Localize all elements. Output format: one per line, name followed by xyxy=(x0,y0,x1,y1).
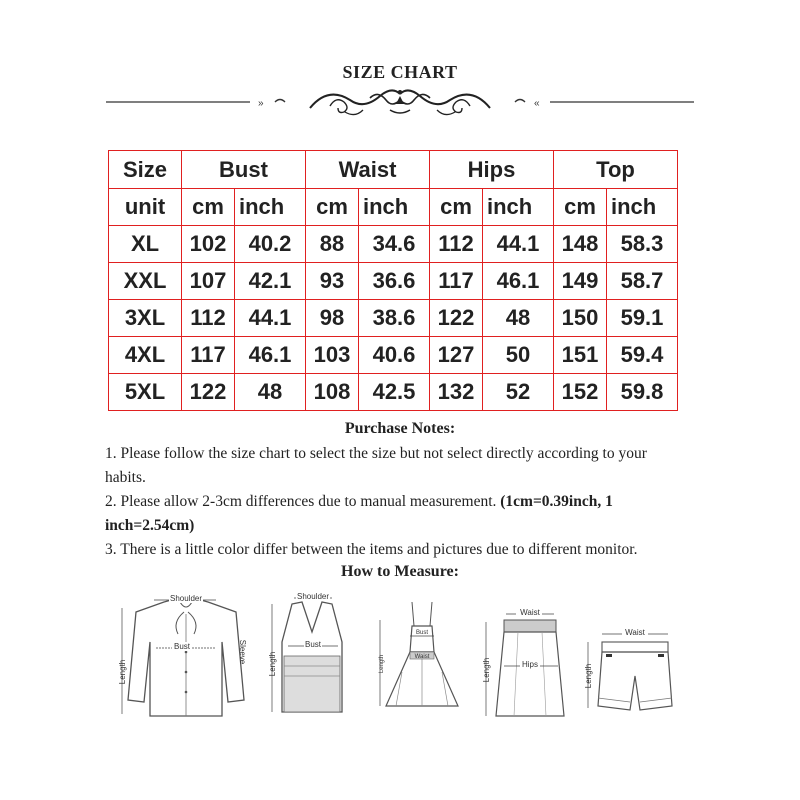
bust-label: Bust xyxy=(304,640,322,649)
value-cell: 98 xyxy=(306,300,359,337)
note-1: 1. Please follow the size chart to select the size but not select directly according to your habits. xyxy=(105,445,647,486)
value-cell: 40.6 xyxy=(359,337,430,374)
unit-cell: cm xyxy=(554,189,607,226)
value-cell: 46.1 xyxy=(483,263,554,300)
value-cell: 150 xyxy=(554,300,607,337)
value-cell: 122 xyxy=(182,374,235,411)
value-cell: 58.7 xyxy=(607,263,678,300)
value-cell: 108 xyxy=(306,374,359,411)
table-row xyxy=(109,263,678,300)
value-cell: 34.6 xyxy=(359,226,430,263)
value-cell: 132 xyxy=(430,374,483,411)
value-cell: 152 xyxy=(554,374,607,411)
value-cell: 117 xyxy=(430,263,483,300)
table-row xyxy=(109,337,678,374)
size-cell: 3XL xyxy=(109,300,182,337)
value-cell: 117 xyxy=(182,337,235,374)
hips-label: Hips xyxy=(521,660,539,669)
value-cell: 151 xyxy=(554,337,607,374)
length-label: Length xyxy=(379,654,385,674)
unit-cell: inch xyxy=(235,189,306,226)
value-cell: 58.3 xyxy=(607,226,678,263)
note-2 xyxy=(105,490,685,538)
vest-icon xyxy=(262,582,362,732)
value-cell: 122 xyxy=(430,300,483,337)
waist-header: Waist xyxy=(306,151,430,189)
size-cell: XXL xyxy=(109,263,182,300)
unit-cell: inch xyxy=(483,189,554,226)
shoulder-label: Shoulder xyxy=(296,592,330,601)
unit-row xyxy=(109,189,678,226)
vest-measure-diagram xyxy=(262,582,362,732)
value-cell: 46.1 xyxy=(235,337,306,374)
value-cell: 148 xyxy=(554,226,607,263)
shoulder-label: Shoulder xyxy=(169,594,203,603)
length-label: Length xyxy=(118,659,127,685)
value-cell: 42.1 xyxy=(235,263,306,300)
unit-cell: inch xyxy=(607,189,678,226)
note-3: 3. There is a little color differ between the items and pictures due to different monitor. xyxy=(105,541,638,558)
dress-measure-diagram xyxy=(372,582,472,732)
table-row xyxy=(109,300,678,337)
shirt-icon xyxy=(112,582,262,732)
value-cell: 44.1 xyxy=(483,226,554,263)
hips-header: Hips xyxy=(430,151,554,189)
svg-text:«: « xyxy=(534,98,540,109)
value-cell: 52 xyxy=(483,374,554,411)
value-cell: 127 xyxy=(430,337,483,374)
value-cell: 88 xyxy=(306,226,359,263)
unit-cell: cm xyxy=(306,189,359,226)
skirt-icon xyxy=(478,582,578,732)
unit-cell: inch xyxy=(359,189,430,226)
value-cell: 36.6 xyxy=(359,263,430,300)
value-cell: 50 xyxy=(483,337,554,374)
value-cell: 42.5 xyxy=(359,374,430,411)
sleeve-label: Sleeve xyxy=(238,639,247,665)
size-header: Size xyxy=(109,151,182,189)
shirt-measure-diagram xyxy=(112,582,262,732)
value-cell: 149 xyxy=(554,263,607,300)
unit-cell: cm xyxy=(430,189,483,226)
shorts-icon xyxy=(578,582,688,732)
value-cell: 48 xyxy=(483,300,554,337)
size-cell: XL xyxy=(109,226,182,263)
value-cell: 102 xyxy=(182,226,235,263)
header-row xyxy=(109,151,678,189)
value-cell: 59.1 xyxy=(607,300,678,337)
bust-label: Bust xyxy=(173,642,191,651)
dress-icon xyxy=(372,582,472,732)
value-cell: 40.2 xyxy=(235,226,306,263)
note-2-conversion: (1cm=0.39inch, 1 inch=2.54cm) xyxy=(105,493,613,534)
unit-cell: cm xyxy=(182,189,235,226)
value-cell: 44.1 xyxy=(235,300,306,337)
unit-label: unit xyxy=(109,189,182,226)
size-cell: 4XL xyxy=(109,337,182,374)
value-cell: 38.6 xyxy=(359,300,430,337)
length-label: Length xyxy=(482,657,491,683)
value-cell: 93 xyxy=(306,263,359,300)
length-label: Length xyxy=(584,663,593,689)
size-chart-title: SIZE CHART xyxy=(342,62,458,82)
value-cell: 112 xyxy=(430,226,483,263)
purchase-notes-title: Purchase Notes: xyxy=(344,420,456,437)
waist-label: Waist xyxy=(625,628,645,637)
skirt-measure-diagram xyxy=(478,582,578,732)
size-table xyxy=(108,150,678,411)
value-cell: 59.4 xyxy=(607,337,678,374)
value-cell: 103 xyxy=(306,337,359,374)
table-row xyxy=(109,226,678,263)
waist-label: Waist xyxy=(520,608,540,617)
shorts-measure-diagram xyxy=(578,582,688,732)
value-cell: 112 xyxy=(182,300,235,337)
value-cell: 48 xyxy=(235,374,306,411)
bust-label: Bust xyxy=(415,630,429,636)
top-header: Top xyxy=(554,151,678,189)
value-cell: 107 xyxy=(182,263,235,300)
bust-header: Bust xyxy=(182,151,306,189)
length-label: Length xyxy=(268,651,277,677)
how-to-measure-title: How to Measure: xyxy=(341,563,459,580)
ornament-divider xyxy=(100,86,700,120)
size-cell: 5XL xyxy=(109,374,182,411)
value-cell: 59.8 xyxy=(607,374,678,411)
svg-text:»: » xyxy=(258,98,264,109)
note-2-text: 2. Please allow 2-3cm differences due to manual measurement. xyxy=(105,493,501,510)
table-row xyxy=(109,374,678,411)
waist-label: Waist xyxy=(414,654,430,660)
